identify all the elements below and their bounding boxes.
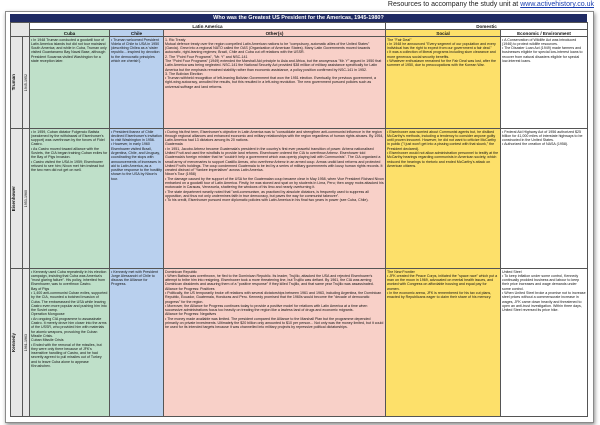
resources-caption xyxy=(388,1,600,8)
chile-cell xyxy=(110,129,164,269)
cell-text: The "Fair Deal" • In 1948 he announced "Every segment of our population and every individual has the right to expect from our government a fair deal." • It was a collection of liberal programs including slum clearance and more generous social security benefits. • Whatever enthusiasm remained for the Fair Deal was lost, after the summer of 1950, due to preoccupations with the Korean War. xyxy=(387,37,496,68)
president-name: Kennedy xyxy=(11,332,16,352)
table-row xyxy=(11,129,588,269)
social-header: Social xyxy=(386,30,501,37)
president-years: 1961-1963 xyxy=(24,333,28,352)
president-years-cell xyxy=(23,269,30,417)
president-years-cell xyxy=(23,37,30,129)
cell-text: • President Ibanez of Chile declined Eisenhower's invitation to visit Washington in 1956. • However, in early 1960 Eisenhower visited Brazil, Argentina, Chile, and Uruguay, coordinating the stops with announcements of increases in aid to Latin America, as a positive response to the hostility shown to the USA by Nixon's tour. xyxy=(111,129,162,181)
cuba-cell xyxy=(30,269,110,417)
cell-text: • Eisenhower was worried about Communist agents but, he disliked McCarthy's methods, including a tendency to consider anyone guilty until proven innocent. However, he did not want to criticize McCarthy in public ("I just won't get into a pissing contest with that skunk," the President declared). • Eisenhower would not allow administration personnel to testify at the McCarthy hearings regarding communists in American society, which reduced the hearings to rhetoric and ended McCarthy's attack on American citizens. xyxy=(387,129,499,168)
economic-cell xyxy=(501,37,588,129)
president-years: 1953-1960 xyxy=(24,189,28,208)
table-row xyxy=(11,37,588,129)
cell-text: • Kennedy used Cuba repeatedly in his election campaign, insisting that Cuba was America's "most glaring failure". His policy, inherited from Eisenhower, was to overthrow Castro. Bay of Pigs • 1,400 anti-communist Cuban exiles, supported by the CIA, mounted a botched invasion of Cuba. The embarrassed the USA while leaving Castro even more popular and pushing him into the Soviet camp. Operation Mongoose • An ongoing CIA programme to assassinate Castro. It merely drove him closer into the arms of the USSR, who provided him with materials for atomic weapons, provoking the Cuban Missile Crisis. Cuban Missile Crisis • Ended with the removal of the missiles, but they were only there because of JFK's insensitive handling of Castro, and he had secretly agreed to pull missiles out of Turkey and to leave Cuba alone to appease Khrushchev. xyxy=(31,269,108,369)
comparison-table xyxy=(10,22,588,417)
cell-text: The New Frontier • JFK created the Peace Corps, initiated the "space race" which put a man on the moon in 1969, advocated on mental health issues, and worked with Congress on affordable housing and equal pay for women. • In the economic arena, JFK is remembered for his tax cut plans, enacted by Republicans eager to claim their share of his memory. xyxy=(387,269,498,300)
president-years: 1945-1952 xyxy=(24,73,28,92)
president-years-cell xyxy=(23,129,30,269)
economic-header: Economic / Environment xyxy=(501,30,588,37)
others-cell xyxy=(164,37,386,129)
president-name: Eisenhower xyxy=(11,185,16,212)
president-name-cell xyxy=(11,37,23,129)
president-name: Truman xyxy=(11,74,16,91)
cell-text: • In 1959, Cuban dictator Fulgencio Batista (weakened by the withdrawal of Eisenhower's support) was overthrown by the forces of Fidel Castro. • As Castro moved toward alliance with the Soviets, the CIA began training Cuban exiles for the Bay of Pigs Invasion. • Castro visited the USA in 1959; Eisenhower refused to see him; Nixon met him instead but the two men did not get on well. xyxy=(31,129,108,173)
cell-text: Dominican Republic • When Batista was overthrown, he fled to the Dominican Republic. Its leader, Trujillo, attacked the USA and rejected Eisenhower's attempt to bribe him into resigning. Eisenhower took a more threatening line, but Trujillo was defiant. By 1961, the CIA was arming Dominican dissidents and assuring them of a "positive response" if they killed Trujillo, and that same year Trujillo was assassinated. Alliance for Progress: Positives • Politically, the US temporarily broke off relations with several dictatorships between 1961 and 1963, including Argentina, the Dominican Republic, Ecuador, Guatemala, Honduras and Peru. Kennedy promised that the 1960s would become the "decade of democratic progress" for the region. • Moreover, the Alliance for Progress continues today to provide a positive model for relations with Latin America at a time when successive administrations focus too heavily on treating the region like a lawless land of drugs and economic migrants. Alliance for Progress: Negatives • The money made available was limited. The president compared the Alliance to the Marshall Plan but the programme depended primarily on private investments. Ultimately the $20 billion only amounted to $10 per person... Not only was the money limited, but it could be used for its intended targets because it was channelled into military projects by repressive political dictatorships. xyxy=(165,269,384,330)
others-cell xyxy=(164,129,386,269)
social-cell xyxy=(386,37,501,129)
cell-text: • A Conservation of Wildlife Act was introduced (1946) to protect wildlife resources. • The Disaster Loan Act (1949) made farmers and businesses eligible for special low-interest loans to recover from natural disasters eligible for special low-interest loans. xyxy=(502,37,583,63)
others-header: Other(s) xyxy=(164,30,386,37)
domestic-header: Domestic xyxy=(386,23,588,30)
president-name-cell xyxy=(11,269,23,417)
chile-cell xyxy=(110,37,164,129)
cuba-cell xyxy=(30,37,110,129)
chile-cell xyxy=(110,269,164,417)
cell-text: United Steel • To keep inflation under some control, Kennedy continually prodded business and labour to keep their price increases and wage demands under some control. • When United Steel broke a promise not to increase steel prices without a commensurate increase in wages, JFK came down heavily and threatened to open an anti-trust investigation. Within three days, United Steel reversed its price hike. xyxy=(502,269,586,313)
cell-text: • Kennedy met with President Jorge Alessandri of Chile to discuss the Alliance for Progress. xyxy=(111,269,159,287)
others-cell xyxy=(164,269,386,417)
corner-cell xyxy=(11,23,30,37)
activehistory-link[interactable]: www.activehistory.co.uk xyxy=(520,1,594,8)
president-name-cell xyxy=(11,129,23,269)
page-header xyxy=(0,0,600,10)
header-row-1 xyxy=(11,23,588,30)
header-row-2 xyxy=(11,30,588,37)
cell-text: 1. Rio Treaty Mutual defence treaty over the region compelled Latin American nations to be "compulsory, automatic allies of the United States" (Garcia). Grew into a regional NATO called the OAS (Organization of American States). Many Latin Governments moved towards autocratic, right-leaning regimes; Brazil, Chile and Cuba cut off relations with the USSR. 2. The "Point Four Programs", "Mr. Y" and NSC-141 The "Point Four Programs" (1949) extended the Marshall Aid principle to Asia and Africa, but the anonymous "Mr. Y" argued in 1950 that Latin America was being neglected. NSC-141 the National Security Act provided $38 million of military assistance specifically for Latin America but the emphasis remained stability rather than economic assistance, a policy position confirmed by NSC-141 in 1952. 3. The Bolivian Election • Truman withheld recognition of left-leaning Bolivian Government that won the 1951 election. Eventually, the previous government, a right-wing autocracy, annulled the results, but this resulted in a left-wing revolution. The new government pursued policies such as universal suffrage and land reforms. xyxy=(165,37,382,89)
document-page xyxy=(5,11,594,423)
resources-prefix: Resources to accompany the study unit at xyxy=(387,1,521,8)
economic-cell xyxy=(501,269,588,417)
cell-text: • During his first term, Eisenhower's objective in Latin America was to "consolidate and strengthen anti-communist influence in the region through regional alliances and enhanced economic and military relationships with the region regardless of human rights abuses. By 1954, Latin America had 13 dictators among its 20 nations. Guatemala • In 1951, Jacobo Arbenz became Guatemala's president in the country's first ever peaceful transition of power. Arbenz nationalised United Fruit and used the windfalls to provide land reforms. Eisenhower ordered the CIA to overthrow Arbenz. Eisenhower told Guatemala's foreign minister that he "couldn't help a government which was openly playing ball with Communists". The CIA organized a small army of mercenaries to support Castillo Armas, who overthrew Arbenz in an armed coup. Armas undid land reforms and protected United Fruit's holdings. The coup condemned Guatemala to be led by a series of military governments with lousy human rights records. It created distrust of "Yankee imperialism" across Latin America. Nixon's Tour (1958) • The damage caused by the support of the USA for the Guatemalan coup became clear in May 1958, when Vice President Richard Nixon embarked on a goodwill tour of Latin America. Firstly, he was stoned and spat on by students in Lima, Peru; then angry mobs attacked his motorcade in Caracas, Venezuela, shattering the windows of his limo and nearly overturning it. • The state department wearily noted that "anti-communism, as practiced by absolute dictators, is frequently used to suppress all opposition, and thus not only undermines faith in true democracy, but paves the way for communist takeover". • To his credit, Eisenhower pursued more diplomatic policies with Latin America in his final two years in power (see Cuba, Chile). xyxy=(165,129,384,203)
cell-text: • In 1948 Truman conducted a goodwill tour of Latin America islands but did not tour mainland South America; and while in Cuba, Truman only visited Guantanamo Bay Naval Base, although President Socarras visited Washington for a state reception later. xyxy=(31,37,107,63)
cuba-cell xyxy=(30,129,110,269)
chile-header: Chile xyxy=(110,30,164,37)
cuba-header: Cuba xyxy=(30,30,110,37)
cell-text: • Truman welcomed President Videla of Chile to USA in 1950 (describing Chilea as a 'sister republic... inspired by devotion to the democratic principles which we cherish'). xyxy=(111,37,160,63)
economic-cell xyxy=(501,129,588,269)
table-row xyxy=(11,269,588,417)
cell-text: • Federal Aid Highway Act of 1956 authorized $25 billion for 41,000 miles of interstate highways to be constructed in the United States. • Authorized the creation of NASA (1958). xyxy=(502,129,583,147)
latin-america-header: Latin America xyxy=(30,23,386,30)
document-title: Who was the Greatest US President for the Americas, 1945-1980? xyxy=(10,14,587,22)
social-cell xyxy=(386,129,501,269)
social-cell xyxy=(386,269,501,417)
